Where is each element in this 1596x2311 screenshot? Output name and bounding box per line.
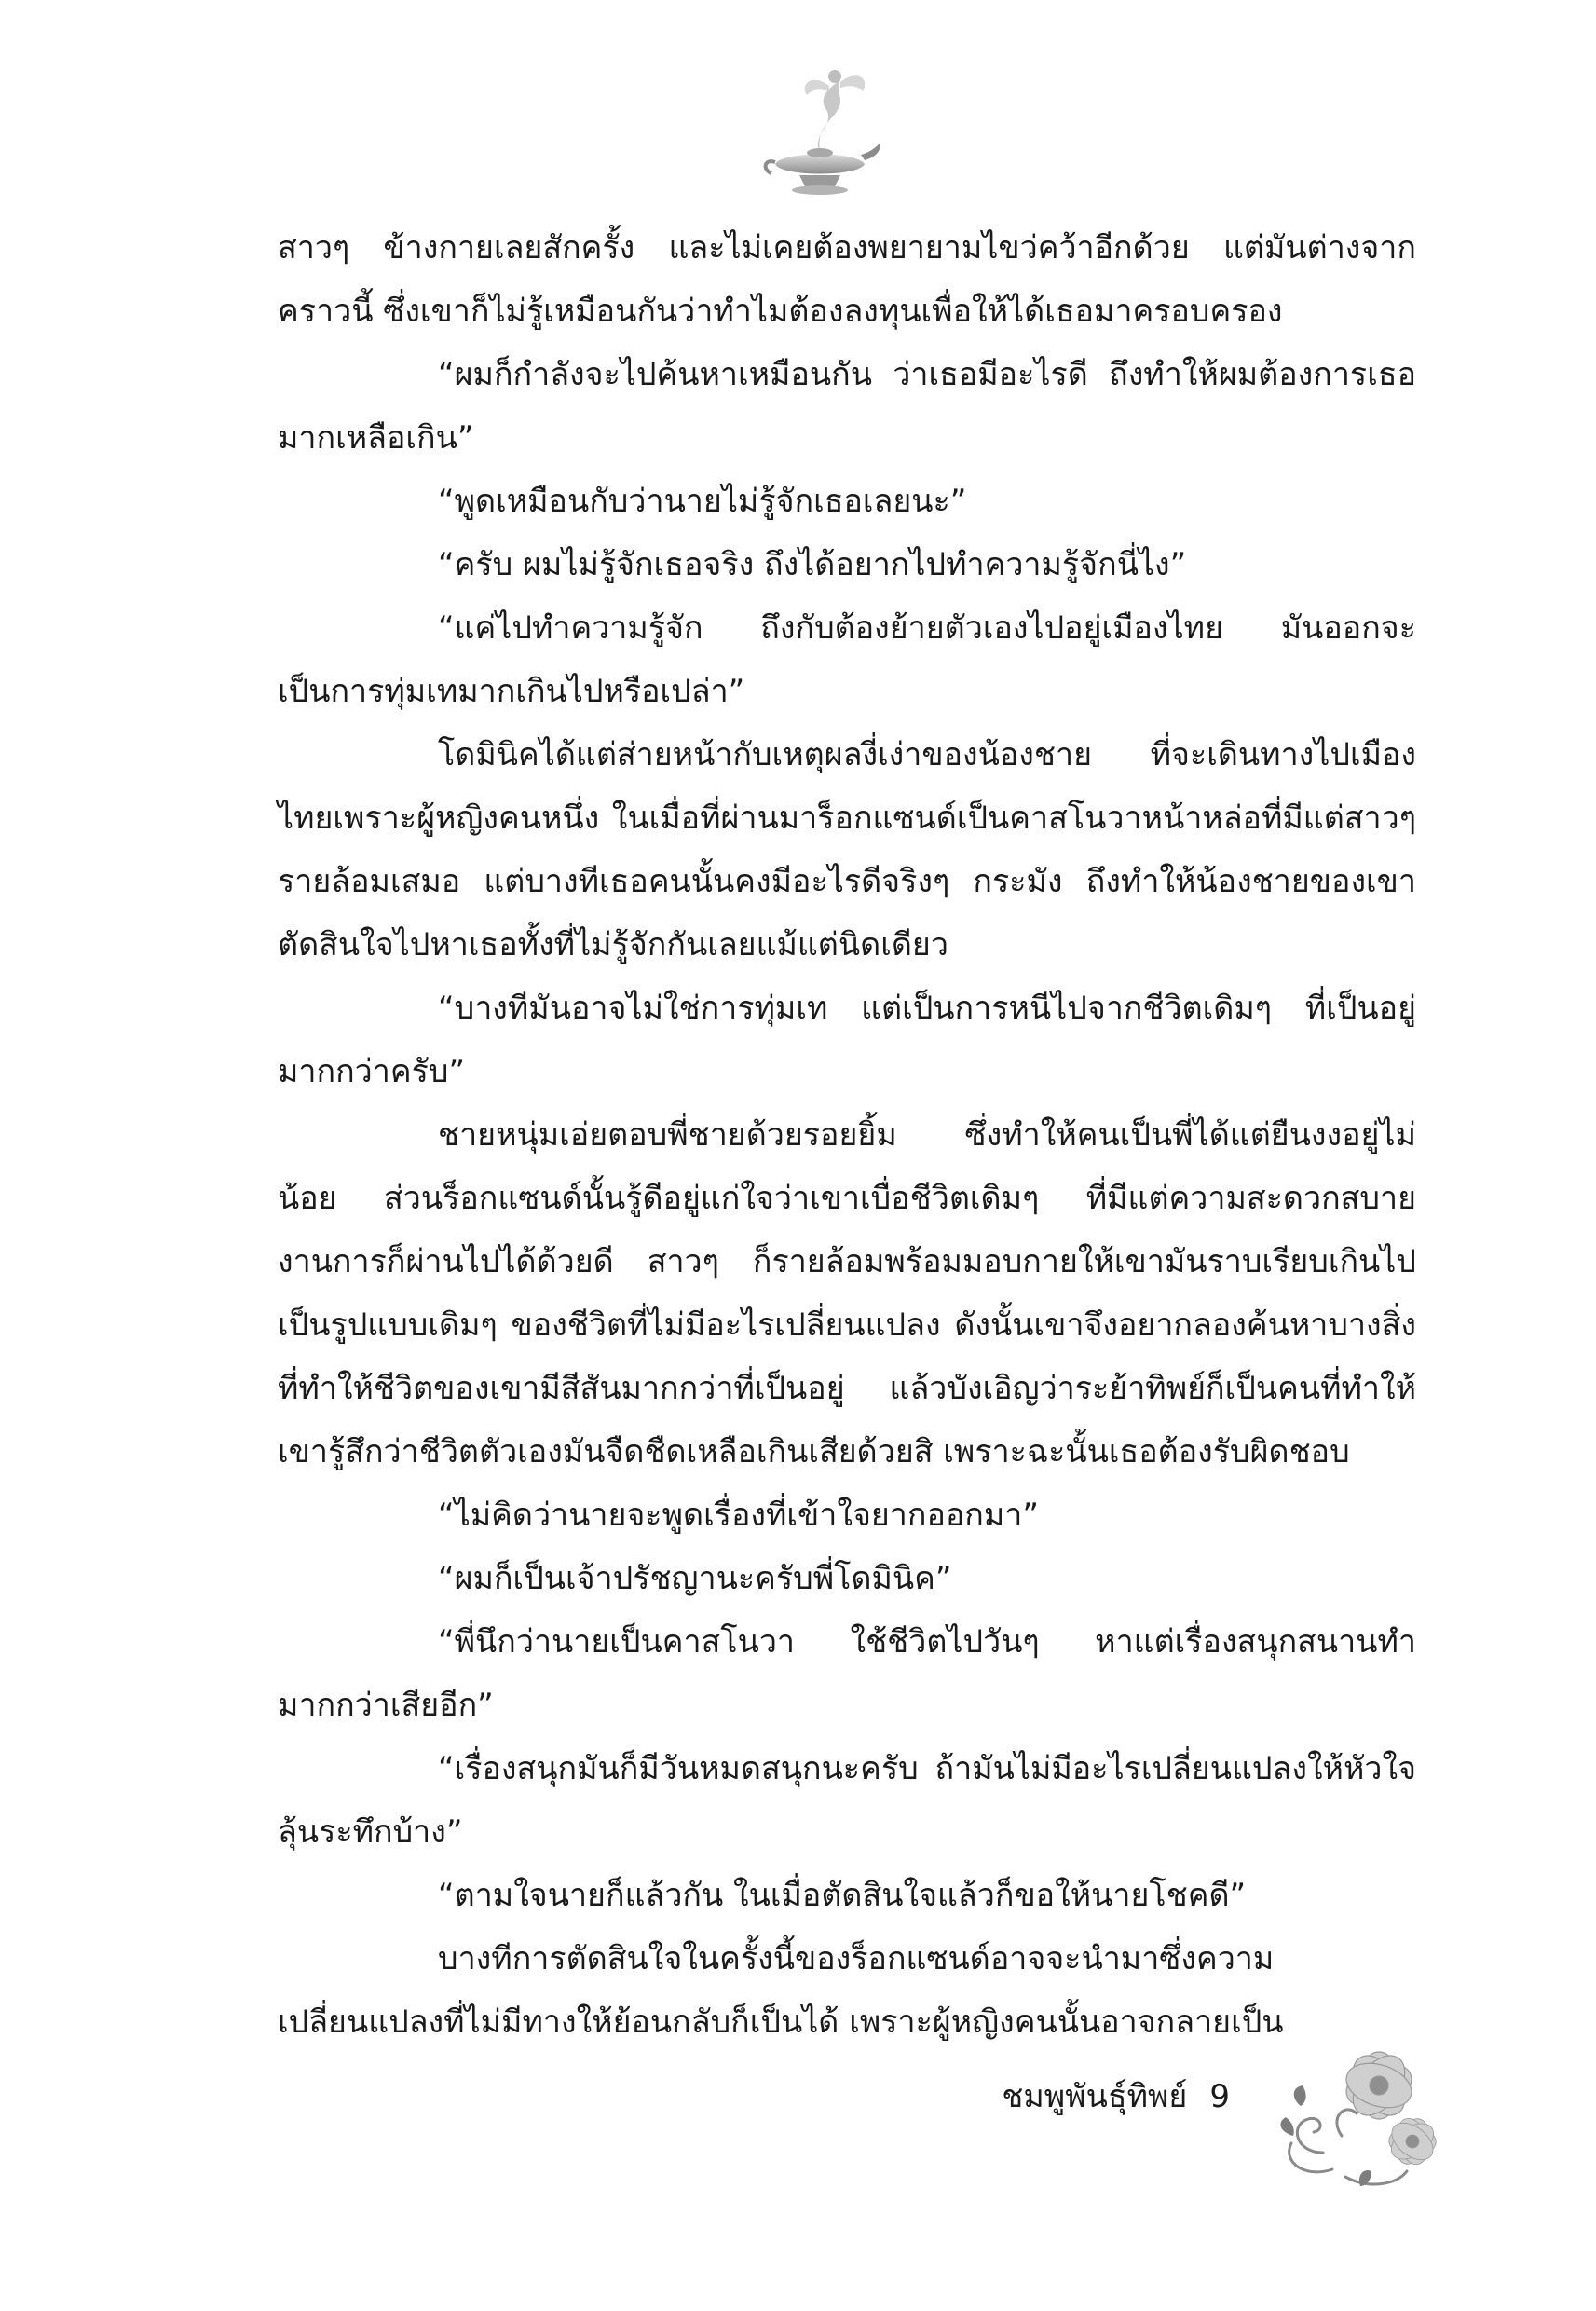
paragraph: “แค่ไปทำความรู้จัก ถึงกับต้องย้ายตัวเองไปอยู่เมืองไทย มันออกจะเป็นการทุ่มเทมากเกินไปหรือเปล่า” — [278, 609, 1416, 710]
paragraph: “พี่นึกว่านายเป็นคาสโนวา ใช้ชีวิตไปวันๆ หาแต่เรื่องสนุกสนานทำมากกว่าเสียอีก” — [278, 1623, 1416, 1724]
paragraph: “ครับ ผมไม่รู้จักเธอจริง ถึงได้อยากไปทำความรู้จักนี่ไง” — [438, 546, 1187, 583]
paragraph: “บางทีมันอาจไม่ใช่การทุ่มเท แต่เป็นการหนีไปจากชีวิตเดิมๆ ที่เป็นอยู่มากกว่าครับ” — [278, 990, 1416, 1090]
paragraph: “ไม่คิดว่านายจะพูดเรื่องที่เข้าใจยากออกมา” — [438, 1497, 1040, 1534]
paragraph: “ผมก็กำลังจะไปค้นหาเหมือนกัน ว่าเธอมีอะไรดี ถึงทำให้ผมต้องการเธอมากเหลือเกิน” — [278, 356, 1416, 457]
paragraph: “ตามใจนายก็แล้วกัน ในเมื่อตัดสินใจแล้วก็ขอให้นายโชคดี” — [438, 1877, 1247, 1914]
paragraph: “เรื่องสนุกมันก็มีวันหมดสนุกนะครับ ถ้ามันไม่มีอะไรเปลี่ยนแปลงให้หัวใจลุ้นระทึกบ้าง” — [278, 1750, 1416, 1851]
paragraph: โดมินิคได้แต่ส่ายหน้ากับเหตุผลงี่เง่าของน้องชาย ที่จะเดินทางไปเมืองไทยเพราะผู้หญิงคนหนึ่ง ในเมื่อที่ผ่านมาร็อกแซนด์เป็นคาสโนวาหน้าหล่อที่มีแต่สาวๆ รายล้อมเสมอ แต่บางทีเธอคนนั้นคงมีอะไรดีจริงๆ กระมัง ถึงทำให้น้องชายของเขาตัดสินใจไปหาเธอทั้งที่ไม่รู้จักกันเลยแม้แต่นิดเดียว — [278, 736, 1416, 964]
paragraph: บางทีการตัดสินใจในครั้งนี้ของร็อกแซนด์อาจจะนำมาซึ่งความเปลี่ยนแปลงที่ไม่มีทางให้ย้อนกลับก็เป็นได้ เพราะผู้หญิงคนนั้นอาจกลายเป็น — [278, 1940, 1284, 2041]
lamp-fairy-icon — [755, 60, 885, 209]
page-footer — [932, 2069, 1230, 2125]
page-number: 9 — [1209, 2078, 1230, 2115]
flower-swirl-icon — [1267, 2013, 1472, 2199]
paragraph: “พูดเหมือนกับว่านายไม่รู้จักเธอเลยนะ” — [438, 483, 967, 520]
paragraph: สาวๆ ข้างกายเลยสักครั้ง และไม่เคยต้องพยายามไขว่คว้าอีกด้วย แต่มันต่างจากคราวนี้ ซึ่งเขาก็ไม่รู้เหมือนกันว่าทำไมต้องลงทุนเพื่อให้ได้เธอมาครอบครอง — [278, 229, 1416, 330]
running-title: ชมพูพันธุ์ทิพย์ — [1002, 2078, 1188, 2115]
body-text — [278, 216, 1416, 2054]
paragraph: ชายหนุ่มเอ่ยตอบพี่ชายด้วยรอยยิ้ม ซึ่งทำให้คนเป็นพี่ได้แต่ยืนงงอยู่ไม่น้อย ส่วนร็อกแซนด์นั้นรู้ดีอยู่แก่ใจว่าเขาเบื่อชีวิตเดิมๆ ที่มีแต่ความสะดวกสบาย งานการก็ผ่านไปได้ด้วยดี สาวๆ ก็รายล้อมพร้อมมอบกายให้เขามันราบเรียบเกินไป เป็นรูปแบบเดิมๆ ของชีวิตที่ไม่มีอะไรเปลี่ยนแปลง ดังนั้นเขาจึงอยากลองค้นหาบางสิ่งที่ทำให้ชีวิตของเขามีสีสันมากกว่าที่เป็นอยู่ แล้วบังเอิญว่าระย้าทิพย์ก็เป็นคนที่ทำให้เขารู้สึกว่าชีวิตตัวเองมันจืดชืดเหลือเกินเสียด้วยสิ เพราะฉะนั้นเธอต้องรับผิดชอบ — [278, 1116, 1416, 1470]
paragraph: “ผมก็เป็นเจ้าปรัชญานะครับพี่โดมินิค” — [438, 1560, 952, 1597]
